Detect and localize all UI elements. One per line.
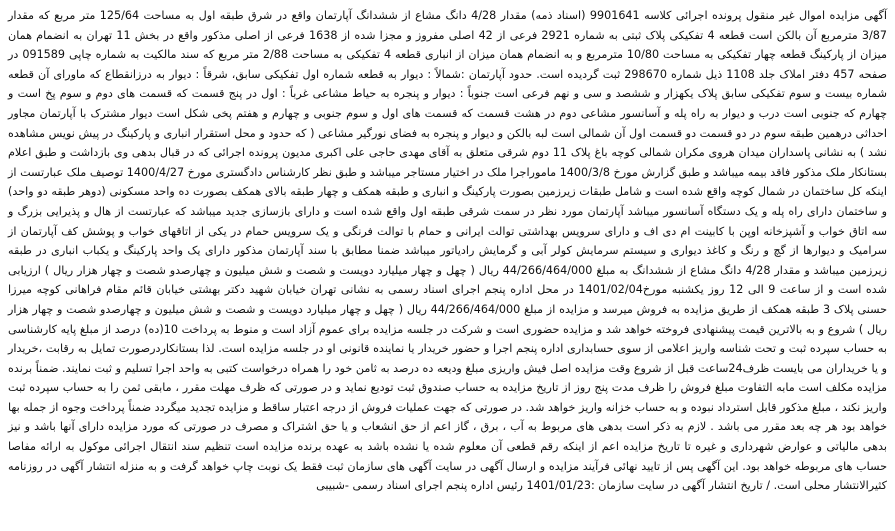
- auction-notice-text: آگهی مزایده اموال غیر منقول پرونده اجرائی کلاسه 9901641 (اسناد ذمه) مقدار 4/28 دانگ مشاع از ششدانگ آپارتمان واقع در شرق طبقه اول به مساحت 125/64 متر مربع که مقدار 3/87 مترمربع آن بالکن است قطعه 4 تفکیکی پلاک ثبتی به شماره 2921 فرعی از 42 اصلی مفروز و مجزا شده از 1638 فرعی از اصلی مذکور واقع در بخش 11 تهران به انضمام همان میزان از پارکینگ قطعه چهار تفکیکی به مساحت 10/80 مترمربع و به انضمام همان میزان از انباری قطعه 4 تفکیکی به مساحت 2/88 متر مربع که سند مالکیت به شماره چاپی 091589 در صفحه 457 دفتر املاک جلد 1108 ذیل شماره 298670 ثبت گردیده است. حدود آپارتمان :شمالاً : دیوار به قطعه شماره اول تفکیکی سابق، شرقاً : دیوار به درزانقطاع که ماورای آن قطعه شماره بیست و سوم تفکیکی سابق پلاک یکهزار و ششصد و سی و نهم فرعی است جنوباً : دیوار و پنجره به حیاط مشاعی غرباً : اول در پنج قسمت که قسمت های دوم و سوم پخ است و چهارم که جنوبی است درب و دیوار به راه پله و آسانسور مشاعی دوم در هشت قسمت که قسمت های اول و سوم جنوبی و چهارم و هفتم پخی شکل است دیوار مشترک با آپارتمان مجاور احداثی درهمین طبقه سوم در دو قسمت دو قسمت اول آن شمالی است لبه بالکن و دیوار و پنجره به فضای نورگیر مشاعی ( که حدود و محل استقرار انباری و پارکینگ در پیش نویس مشاهده نشد ) به نشانی پاسداران میدان هروی مکران شمالی کوچه باغ پلاک 11 دوم شرقی متعلق به آقای مهدی حاجی علی اکبری مدیون پرونده اجرائی که در قبال بدهی وی بازداشت و طبق اعلام بستانکار ملک مذکور فاقد بیمه میباشد و طبق گزارش مورخ 1400/3/8 ماموراجرا ملک در اختیار مستاجر میباشد و طبق نظر کارشناس دادگستری مورخ 1400/4/27 توصیف ملک عبارتست از اینکه کل ساختمان در شمال کوچه واقع شده است و شامل طبقات زیرزمین بصورت پارکینگ و انباری و طبقه همکف و چهار طبقه بالای همکف بصورت ده واحد مسکونی (دوهر طبقه دو واحد) و ساختمان دارای راه پله و یک دستگاه آسانسور میباشد آپارتمان مورد نظر در سمت شرقی طبقه اول واقع شده است و دارای بازسازی جدید میباشد که عبارتست از هال و پذیرایی بزرگ و سه اتاق خواب و آشپزخانه اوپن با کابینت ام دی اف و دارای سرویس بهداشتی توالت ایرانی و حمام با توالت فرنگی و یک سرویس حمام در یکی از اتاقهای خواب و پوشش کف آپارتمان از سرامیک و دیوارها از گچ و رنگ و کاغذ دیواری و سیستم سرمایش کولر آبی و گرمایش رادیاتور میباشد ضمنا مطابق با سند آپارتمان مذکور دارای یک واحد پارکینگ و یکباب انباری در طبقه زیرزمین میباشد و مقدار 4/28 دانگ مشاع از ششدانگ به مبلغ 44/266/464/000 ریال ( چهل و چهار میلیارد دویست و شصت و شش میلیون و چهارصدو شصت و چهار هزار ریال ) ارزیابی شده است و از ساعت 9 الی 12 روز یکشنبه مورخ1401/02/04 در محل اداره پنجم اجرای اسناد رسمی به نشانی تهران خیابان شهید دکتر بهشتی خیابان قائم مقام فراهانی کوچه میرزا حسنی پلاک 3 طبقه همکف از طریق مزایده به فروش میرسد و مزایده از مبلغ 44/266/464/000 ریال ( چهل و چهار میلیارد دویست و شصت و شش میلیون و چهارصدو شصت و چهار هزار ریال ) شروع و به بالاترین قیمت پیشنهادی فروخته خواهد شد و مزایده حضوری است و شرکت در جلسه مزایده برای عموم آزاد است و منوط به پرداخت 10(ده) درصد از مبلغ پایه کارشناسی به حساب سپرده ثبت و تحت شناسه واریز اعلامی از سوی حسابداری اداره پنجم اجرا و حضور خریدار یا نماینده قانونی او در جلسه مزایده است. لذا بستانکاردرصورت تمایل به رقابت ،خریدار و یا خریداران می بایست ظرف24ساعت قبل از شروع وقت مزایده اصل فیش واریزی مبلغ ودیعه ده درصد به ثامن خود را همراه درخواست کتبی به واحد اجرا تسلیم و ثبت نمایند. ضمناً برنده مزایده مکلف است مابه التفاوت مبلغ فروش را ظرف مدت پنج روز از تاریخ مزایده به حساب صندوق ثبت تودیع نماید و در صورتی که ظرف مهلت مقرر ، مابقی ثمن را به حساب سپرده ثبت واریز نکند ، مبلغ مذکور قابل استرداد نبوده و به حساب خزانه واریز خواهد شد. در صورتی که جهت عملیات فروش از درجه اعتبار ساقط و مزایده تجدید میگردد ضمناً پرداخت وجوه از جمله بها خواهد بود هر چه بعد مقرر می باشد . لازم به ذکر است بدهی های مربوط به آب ، برق ، گاز اعم از حق انشعاب و یا حق اشتراک و مصرف در صورتی که مورد مزایده دارای آنها باشد و نیز بدهی مالیاتی و عوارض شهرداری و غیره تا تاریخ مزایده اعم از اینکه رقم قطعی آن معلوم شده یا نشده باشد به عهده برنده مزایده است تنظیم سند انتقال اجرائی موکول به ارائه مفاصا حساب های مربوطه خواهد بود. این آگهی پس از تایید نهائی فرآیند مزایده و ارسال آگهی در سایت آگهی های سازمان ثبت فقط یک نوبت چاپ خواهد گرفت و به منزله انتشار آگهی در روزنامه کثیرالانتشار محلی است. / تاریخ انتشار آگهی در سایت سازمان :1401/01/23 رئیس اداره پنجم اجرای اسناد رسمی -شبیبی: [8, 9, 887, 493]
